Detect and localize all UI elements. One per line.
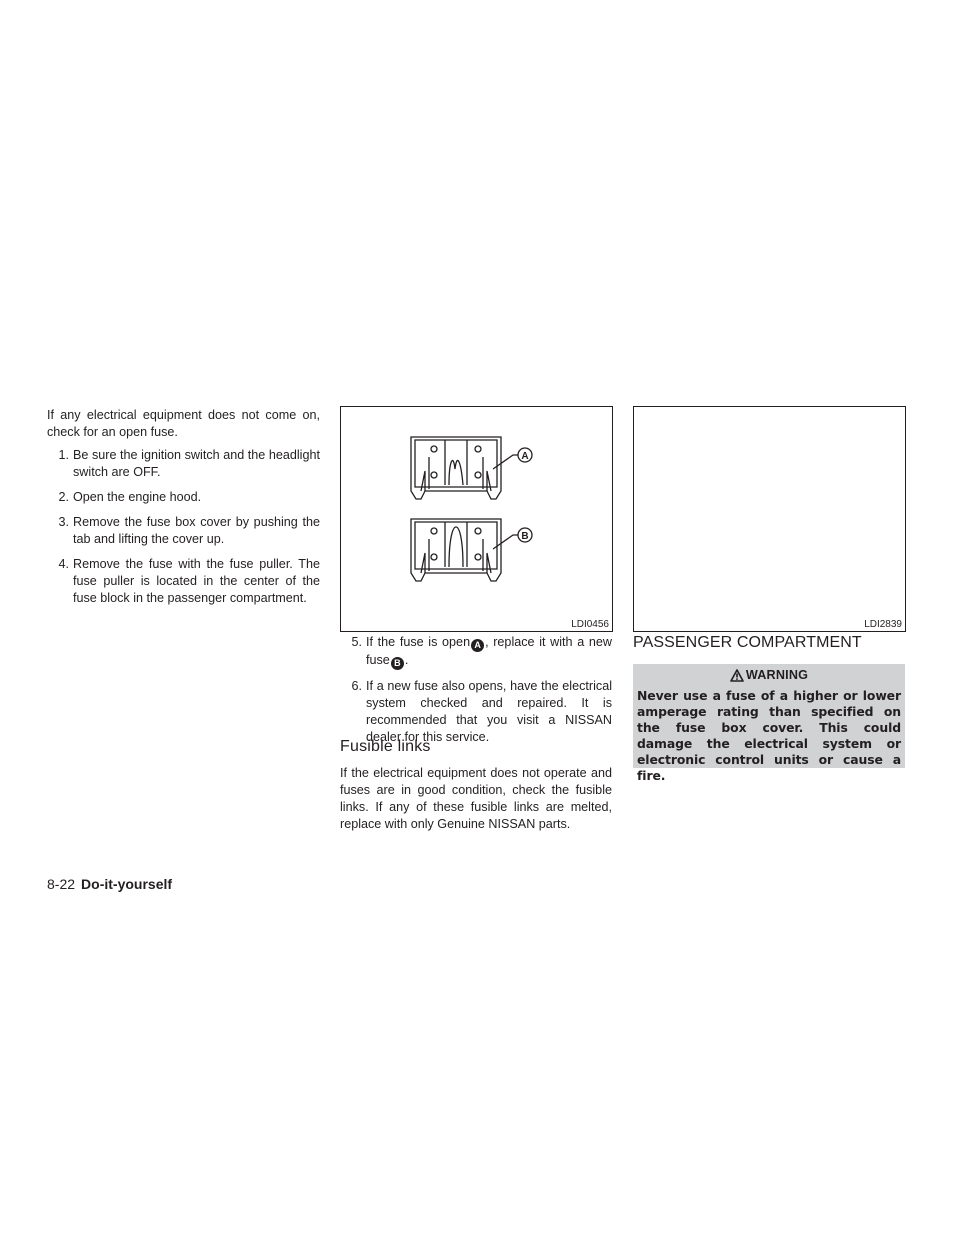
step-item (47, 514, 320, 548)
step-text: If the fuse is open (366, 635, 471, 649)
step-text: , replace it with a new fuse (366, 635, 612, 667)
step-text: Open the engine hood. (73, 490, 202, 504)
figure-code: LDI0456 (571, 619, 609, 630)
step-number: 4. (58, 557, 69, 571)
step-text: Remove the fuse box cover by pushing the tab and lifting the cover up. (73, 515, 320, 546)
page-footer (47, 876, 172, 892)
step-text: . (404, 653, 409, 667)
callout-a-label: A (521, 451, 529, 462)
step-item (47, 556, 320, 607)
section-heading: PASSENGER COMPARTMENT (633, 634, 862, 651)
steps-list (47, 447, 320, 607)
page-number: 8-22 (47, 876, 76, 892)
step-item (340, 634, 612, 670)
step-text: Be sure the ignition switch and the headlight switch are OFF. (73, 448, 320, 479)
callout-b-label: B (521, 531, 529, 542)
step-item (340, 678, 612, 746)
column-left (47, 407, 320, 615)
figure-code: LDI2839 (864, 619, 902, 630)
fuse-diagram (341, 407, 612, 631)
step-item (47, 489, 320, 506)
step-text: If a new fuse also opens, have the electrical system checked and repaired. It is recommended that you visit a NISSAN dealer for this service. (366, 679, 612, 744)
step-number: 5. (351, 635, 362, 649)
fuse-illustration (340, 406, 613, 632)
warning-icon (730, 669, 744, 682)
step-number: 6. (351, 679, 362, 693)
steps-continued (340, 634, 612, 754)
step-number: 3. (58, 515, 69, 529)
fuse-box-illustration (633, 406, 906, 632)
steps-list-continued (340, 634, 612, 746)
warning-box (633, 664, 905, 783)
warning-header (633, 668, 905, 682)
step-text: Remove the fuse with the fuse puller. The fuse puller is located in the center of the fuse block in the passenger compartment. (73, 557, 320, 605)
fuse-a-drawing (411, 437, 501, 499)
fusible-links-heading: Fusible links (340, 738, 431, 755)
chapter-title: Do-it-yourself (81, 876, 173, 892)
step-item (47, 447, 320, 481)
step-number: 1. (58, 448, 69, 462)
callout-a-marker: A (471, 639, 484, 652)
warning-title: WARNING (745, 668, 809, 682)
callout-b-marker: B (391, 657, 404, 670)
step-number: 2. (58, 490, 69, 504)
warning-text: Never use a fuse of a higher or lower amperage rating than specified on the fuse box cover. This could damage the electrical system or electronic control units or cause a fire. (637, 688, 901, 783)
fusible-links-paragraph: If the electrical equipment does not operate and fuses are in good condition, check the fusible links. If any of these fusible links are melted, replace with only Genuine NISSAN parts. (340, 766, 612, 831)
fuse-b-drawing (411, 519, 501, 581)
intro-paragraph: If any electrical equipment does not come on, check for an open fuse. (47, 408, 320, 439)
